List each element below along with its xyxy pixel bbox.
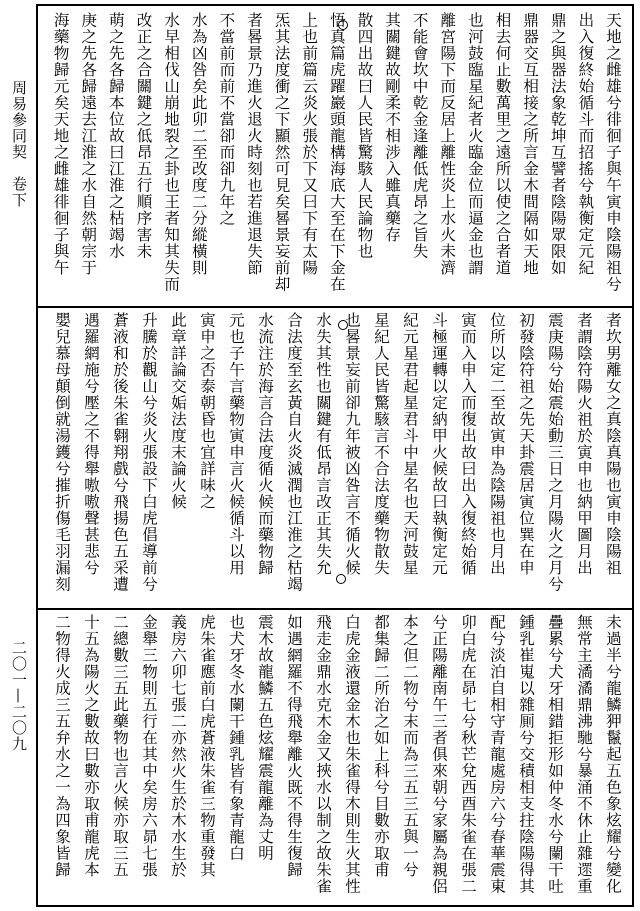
text-page [36,4,634,907]
text-column: 金舉三物則五行在其中矣房六昴七張 [140,614,158,878]
text-column: 震庚陽兮始震始動三日之月陽火之月兮 [546,312,564,593]
text-column: 相去何止數萬里之遠所以使之合者道 [493,12,512,276]
text-column: 天地之雌雄兮徘徊子與午寅申陰陽祖兮 [604,12,622,293]
text-column: 飛走金鼎水克木金又挾水以制之故朱雀 [314,614,332,895]
text-column: 二總數三五此藥物也言火候亦取三五 [111,614,129,878]
text-column: 都集歸二所治之如上科兮目數亦取甫 [372,614,390,878]
text-column: 嬰兒慕母顛倒就湯鑊兮摧折傷毛羽漏刻 [53,312,71,593]
text-column: 兮正陽離南午三者俱來朝兮家屬為親侶 [430,614,448,895]
text-column: 升騰於觀山兮炎火張設下白虎倡導前兮 [140,312,158,593]
text-column: 水流注於海言合法度循火候而藥物歸 [256,312,274,576]
text-column: 也晷景妄前卻九年被凶咎言不循火候 [343,312,361,576]
text-column: 炁其法度衝之下顯然可見矣晷景妄前却 [272,12,291,293]
text-column: 水為凶咎矣此卯二至改度二分縱橫則 [189,12,208,276]
text-column: 震木故龍鱗五色炫耀震龍離為丈明 [256,614,274,862]
text-column: 鼎器交互相接之所言金木間隔如天地 [521,12,540,276]
text-column: 寅申之否泰朝昏也宜詳味之 [198,312,216,510]
text-column: 也河鼓臨星紀者火臨金位而逼金也謂 [465,12,484,276]
text-column: 散四出故曰人民皆驚駭人民論物也 [355,12,374,260]
text-column: 合法度至玄黃自火炎滅潤也江淮之枯竭 [285,312,303,593]
text-column: 未過半兮龍鱗狎鬣起五色象炫耀兮變化 [604,614,622,895]
text-column: 斗極運轉以定納甲火候故曰執衡定元 [430,312,448,576]
text-column: 不當前而前不當卻而卻九年之 [217,12,236,227]
text-column: 卯白虎在昴七兮秋芒兌西酉朱雀在張二 [459,614,477,895]
text-column: 虎朱雀應前白虎蒼液朱雀三物重發其 [198,614,216,878]
text-column: 上也前篇云炎火張於下又曰下有太陽 [300,12,319,276]
text-column: 庚之先各歸遠去江淮之水自然朝宗于 [79,12,98,276]
text-column: 不能會坎中乾金逢離低虎昂之旨失 [410,12,429,260]
text-column: 初發陰符祖之先天卦震居寅位巽在申 [517,312,535,576]
text-column: 離宮陽下而反居上離性炎上水火未濟 [438,12,457,276]
text-column: 位所以定二至故寅申為陰陽祖也月出 [488,312,506,576]
text-column: 蒼液和於後朱雀翱翔戲兮飛揚色五采遭 [111,312,129,593]
text-column: 此章詳論交姤法度末論火候 [169,312,187,510]
text-column: 白虎金液還金木也朱雀得木則生火其性 [343,614,361,895]
text-column: 改正之合關鍵之低昂五行順序害未 [134,12,153,260]
text-column: 者謂陰符陽火祖於寅申也納甲圖月出 [575,312,593,576]
text-column: 萌之先各歸本位故曰江淮之枯竭水 [106,12,125,260]
text-column: 如遇網羅不得飛舉離火既不得生復歸 [285,614,303,878]
text-column: 二物得火成三五弁水之一為四象皆歸 [53,614,71,878]
text-column: 鍾乳崔嵬以雜厠兮交積相支拄陰陽得其 [517,614,535,895]
text-panel-top [38,6,632,308]
text-column: 鼎之與器法象乾坤互譬者陰陽眾限如 [548,12,567,276]
text-column: 寅而入申入而復出故曰出入復終始循 [459,312,477,576]
text-column: 者晷景乃進火退火時刻也若進退失節 [244,12,263,276]
text-column: 義房六卯七張二亦然火生於木水生於 [169,614,187,878]
text-column: 悟真篇虎躍巖頭龍構海底大至在下金在 [327,12,346,293]
text-column: 水失其性也關鍵有低昂言改正其失允 [314,312,332,576]
text-panel-bottom [38,608,632,905]
text-column: 疊累兮犬牙相錯拒形如仲冬水兮闌干吐 [546,614,564,895]
margin-title: 周易參同契 卷下 [10,80,28,208]
text-column: 者坎男離女之真陰真陽也寅申陰陽祖 [604,312,622,576]
text-column: 海藥物歸元矣天地之雌雄徘徊子與午 [51,12,70,276]
text-column: 配兮淡泊自相守青龍處房六兮春華震東 [488,614,506,895]
text-column: 遇羅網施兮壓之不得舉嗷嗷聲甚悲兮 [82,312,100,576]
text-column: 本之但二物兮末而為三五三五與一兮 [401,614,419,878]
text-column: 元也子午言藥物寅申言火候循斗以用 [227,312,245,576]
text-column: 出入復終始循斗而招搖兮執衡定元紀 [576,12,595,276]
text-column: 紀元星君起星君斗中星名也天河鼓星 [401,312,419,576]
text-column: 星紀人民皆驚駭言不合法度藥物散失 [372,312,390,576]
text-panel-middle [38,306,632,610]
page-number: 二〇一—二〇九 [10,640,28,752]
text-column: 水早相伐山崩地裂之卦也王者知其失而 [162,12,181,293]
text-column: 也犬牙冬水闌干鍾乳皆有象青龍白 [227,614,245,862]
text-column: 其關鍵故剛柔不相涉入雖真藥存 [383,12,402,243]
text-column: 無常主潏潏鼎沸馳兮暴涌不休止雜遝重 [575,614,593,895]
text-column: 十五為陽火之數故曰數亦取甫龍虎本 [82,614,100,878]
